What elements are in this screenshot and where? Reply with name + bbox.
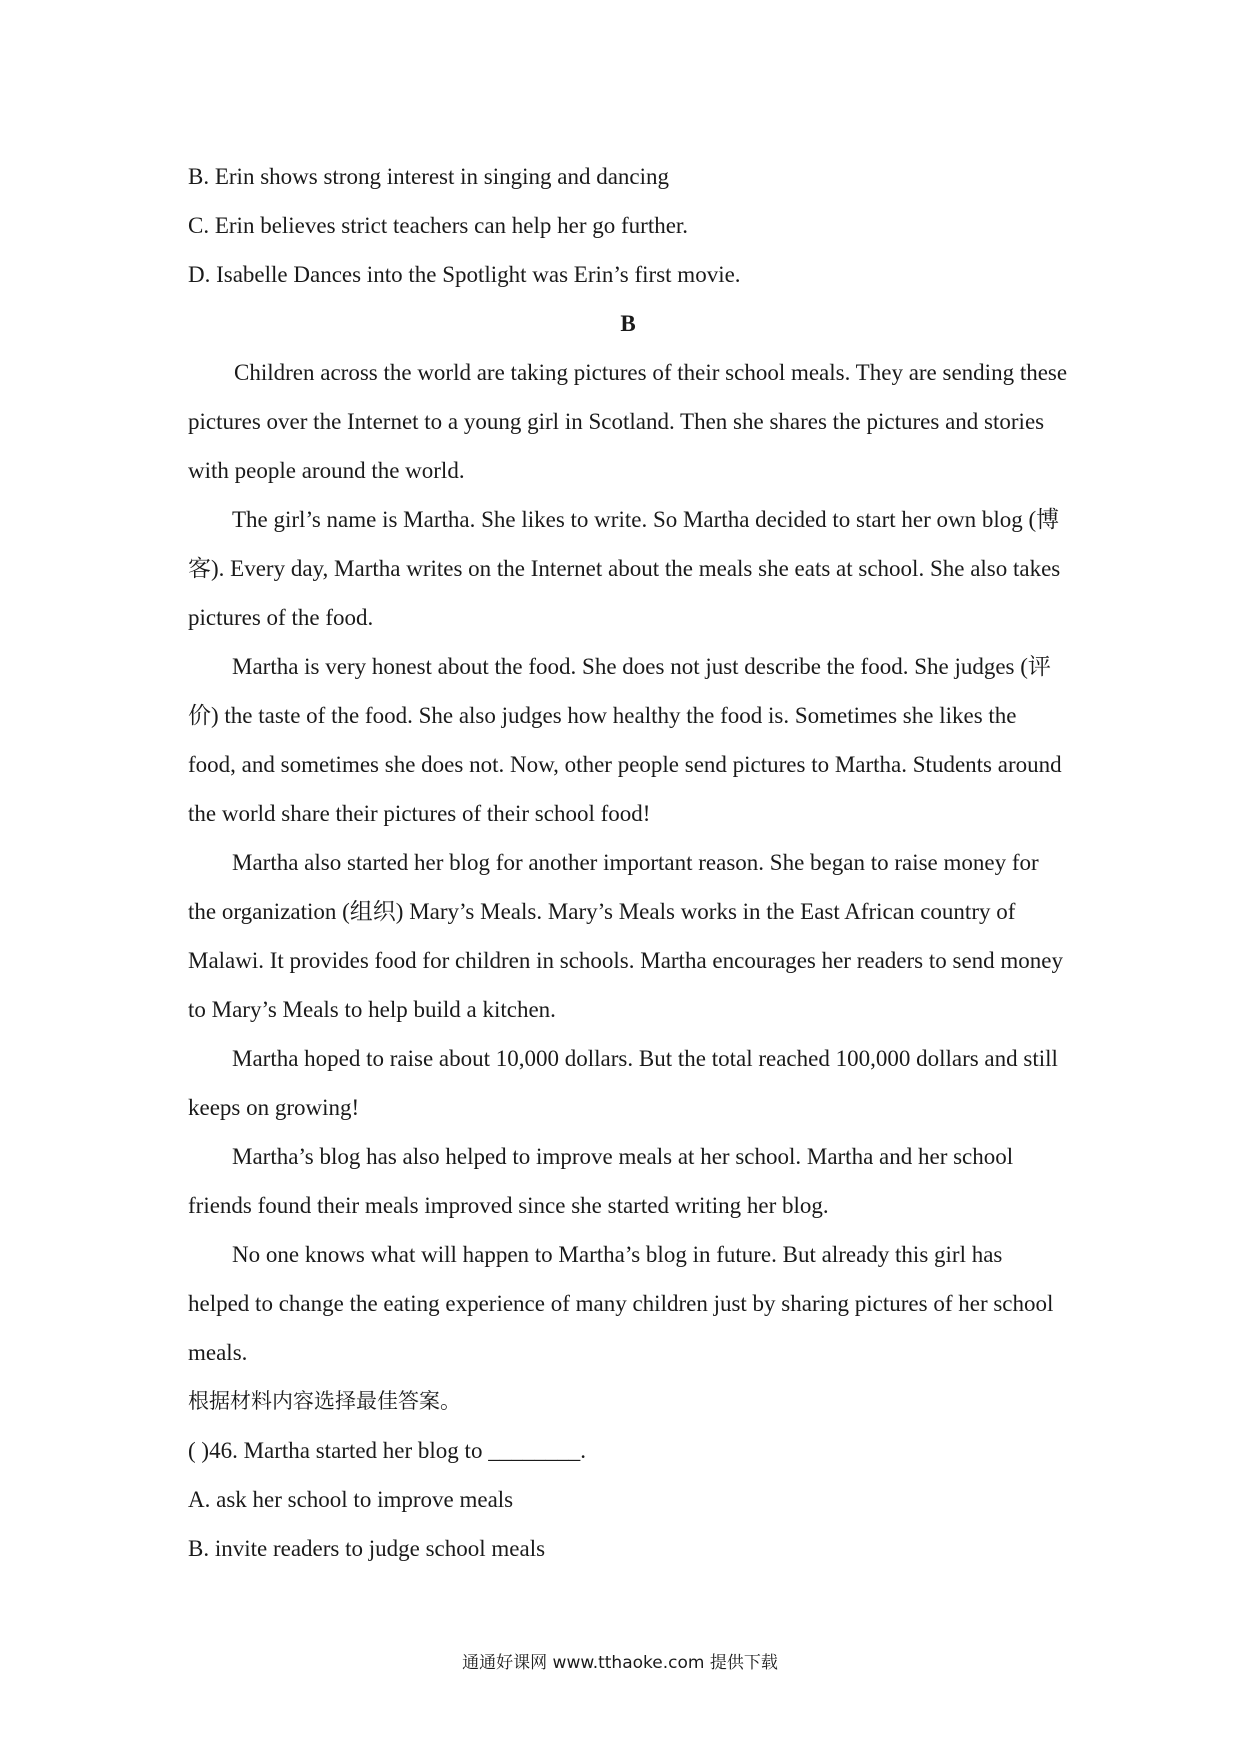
passage-paragraph-3: Martha is very honest about the food. She does not just describe the food. She judges (评价) the taste of the food. She also judges how healthy the food is. Sometimes she likes the food, and sometimes she does not. Now, other people send pictures to Martha. Students around the world share their pictures of their school food!	[188, 654, 1062, 826]
option-b-prev: B. Erin shows strong interest in singing and dancing	[188, 164, 670, 189]
passage-paragraph-4: Martha also started her blog for another important reason. She began to raise money for the organization (组织) Mary’s Meals. Mary’s Meals works in the East African country of Malawi. It provides food for children in schools. Martha encourages her readers to send money to Mary’s Meals to help build a kitchen.	[188, 850, 1064, 1022]
section-heading: B	[620, 311, 636, 336]
passage-paragraph-5: Martha hoped to raise about 10,000 dollars. But the total reached 100,000 dollars and still keeps on growing!	[188, 1046, 1058, 1120]
option-c-prev: C. Erin believes strict teachers can help her go further.	[188, 213, 689, 238]
option-d-prev: D. Isabelle Dances into the Spotlight was Erin’s first movie.	[188, 262, 741, 287]
passage-paragraph-6: Martha’s blog has also helped to improve meals at her school. Martha and her school friends found their meals improved since she started writing her blog.	[188, 1144, 1014, 1218]
question-46-option-b: B. invite readers to judge school meals	[188, 1536, 546, 1561]
page-footer: 通通好课网 www.tthaoke.com 提供下载	[462, 1653, 778, 1673]
question-46-option-a: A. ask her school to improve meals	[188, 1487, 514, 1512]
passage-paragraph-7: No one knows what will happen to Martha’s blog in future. But already this girl has helped to change the eating experience of many children just by sharing pictures of her school meals.	[188, 1242, 1054, 1365]
instruction-text: 根据材料内容选择最佳答案。	[188, 1389, 461, 1413]
passage-paragraph-2: The girl’s name is Martha. She likes to write. So Martha decided to start her own blog (博客). Every day, Martha writes on the Internet about the meals she eats at school. She also takes pictures of the food.	[188, 507, 1061, 630]
document-page	[188, 152, 1068, 1573]
passage-paragraph-1: Children across the world are taking pictures of their school meals. They are sending these pictures over the Internet to a young girl in Scotland. Then she shares the pictures and stories with people around the world.	[188, 360, 1068, 483]
question-46-stem: ( )46. Martha started her blog to ________.	[188, 1438, 586, 1463]
